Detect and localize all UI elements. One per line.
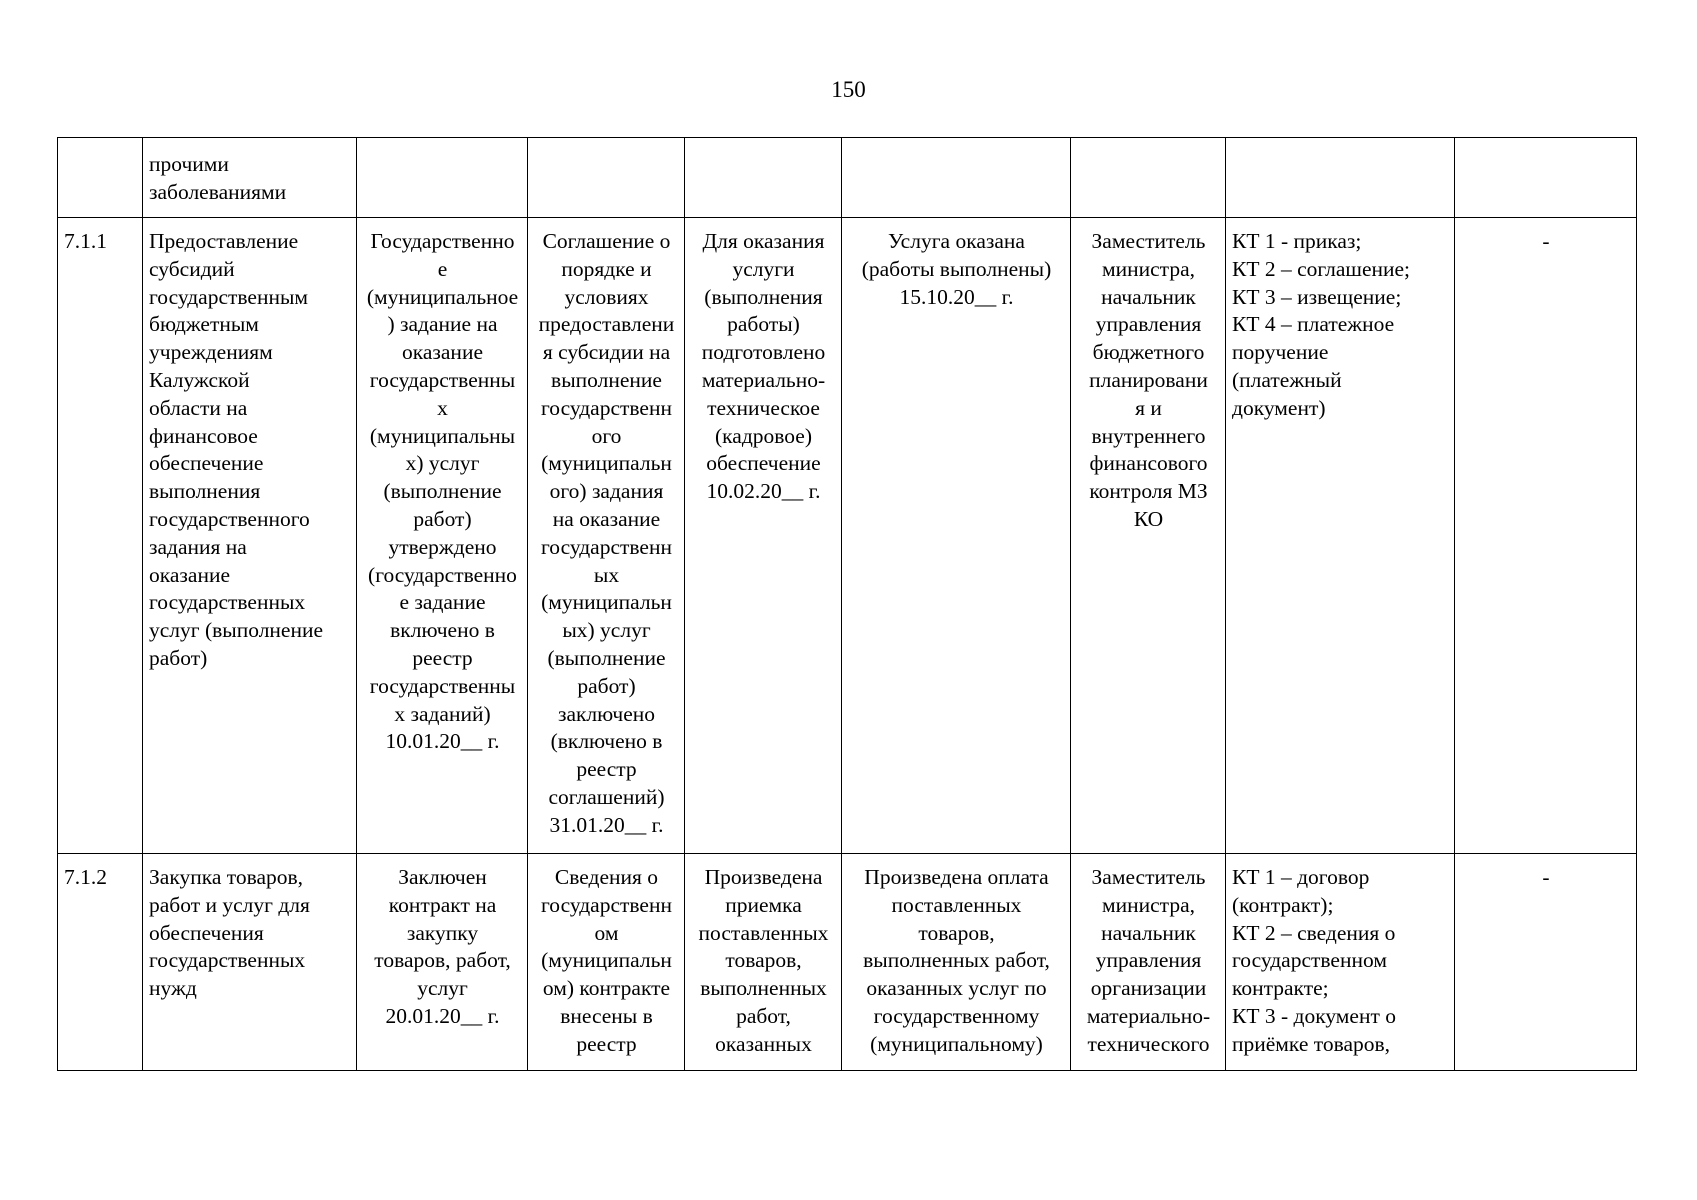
cell-text-line: выполненных <box>700 976 827 1001</box>
cell-text-line: оказание <box>149 562 231 587</box>
cell-text-line: (муниципальн <box>541 451 672 476</box>
cell-text-line: заключено <box>557 701 656 726</box>
cell-text-line: государственном <box>1232 948 1387 973</box>
cell-documents <box>1226 854 1455 1071</box>
cell-control-point-1 <box>357 138 528 218</box>
cell-text-line: утверждено <box>388 534 497 559</box>
cell-text-line: (муниципальному) <box>870 1031 1043 1056</box>
cell-text-line: государственному <box>873 1003 1040 1028</box>
cell-text-line: техническое <box>707 395 820 420</box>
cell-text-line: (платежный <box>1232 367 1342 392</box>
cell-text-line: поставленных <box>698 920 829 945</box>
cell-text-line: контракт на <box>388 892 497 917</box>
cell-text-line: я и <box>1135 395 1162 420</box>
cell-text-line: материально- <box>1086 1003 1211 1028</box>
cell-control-point-1 <box>357 854 528 1071</box>
cell-text-line: (муниципальн <box>541 948 672 973</box>
cell-text-line: внутреннего <box>1091 423 1206 448</box>
cell-control-point-2 <box>528 138 685 218</box>
cell-text-line: ого <box>591 423 622 448</box>
cell-text-line: документ) <box>1232 395 1326 420</box>
cell-text-line: КТ 1 – договор <box>1232 865 1370 889</box>
cell-control-point-2 <box>528 854 685 1071</box>
cell-text-line: подготовлено <box>701 340 826 365</box>
cell-event-name <box>143 854 357 1071</box>
cell-text-line: КТ 1 - приказ; <box>1232 229 1362 253</box>
cell-text-line: КО <box>1133 506 1164 531</box>
cell-text-line: я субсидии на <box>542 340 671 365</box>
cell-text-line: х заданий) <box>394 701 491 726</box>
table-row <box>58 854 1637 1071</box>
cell-text-line: внесены в <box>560 1003 653 1028</box>
cell-text-line: приемка <box>725 892 802 917</box>
cell-control-point-1 <box>357 218 528 854</box>
page-number: 150 <box>831 77 866 102</box>
cell-text-line: работ) <box>577 673 636 698</box>
cell-text-line: государственны <box>369 673 516 698</box>
cell-text-line: Государственно <box>370 229 515 253</box>
cell-text-line: е <box>437 256 448 281</box>
cell-text-line: заболеваниями <box>149 179 287 204</box>
cell-text-line: товаров, работ, <box>374 948 511 973</box>
cell-text-line: государственных <box>149 948 306 973</box>
cell-text-line: Заместитель <box>1091 865 1206 889</box>
cell-text-line: Произведена <box>704 865 823 889</box>
cell-text-line: х) услуг <box>405 451 480 476</box>
cell-text-line: (муниципальн <box>541 590 672 615</box>
cell-text-line: ом <box>594 920 619 945</box>
cell-text-line: планировани <box>1089 367 1208 392</box>
cell-event-name <box>143 138 357 218</box>
cell-text-line: КТ 3 - документ о <box>1232 1003 1396 1028</box>
cell-text-line: КТ 3 – извещение; <box>1232 284 1402 309</box>
cell-text-line: реестр <box>576 757 637 782</box>
cell-control-point-4 <box>842 218 1071 854</box>
cell-text-line: соглашений) <box>548 784 665 809</box>
cell-control-point-3 <box>685 138 842 218</box>
cell-text-line: 15.10.20__ г. <box>899 284 1014 309</box>
cell-text-line: Предоставление <box>149 229 299 253</box>
cell-text-line: (муниципальны <box>369 423 516 448</box>
cell-text-line: х <box>437 395 448 420</box>
cell-text-line: ых <box>593 562 620 587</box>
cell-note <box>1455 854 1637 1071</box>
cell-text-line: приёмке товаров, <box>1232 1031 1391 1056</box>
cell-text: 7.1.2 <box>64 865 107 889</box>
cell-text-line: работы) <box>727 312 800 337</box>
cell-text-line: контракте; <box>1232 976 1329 1001</box>
cell-text-line: обеспечения <box>149 920 264 945</box>
cell-text-line: ых) услуг <box>562 618 651 643</box>
cell-text-line: товаров, <box>725 948 802 973</box>
cell-text-line: государственн <box>541 395 672 420</box>
cell-number <box>58 854 143 1071</box>
cell-note <box>1455 218 1637 854</box>
cell-text-line: работ) <box>413 506 472 531</box>
cell-control-point-4 <box>842 854 1071 1071</box>
cell-text-line: области на <box>149 395 248 420</box>
cell-text-line: выполнение <box>551 367 662 392</box>
cell-text-line: государственн <box>541 534 672 559</box>
cell-text-line: государственным <box>149 284 309 309</box>
cell-responsible <box>1071 854 1226 1071</box>
cell-text-line: министра, <box>1102 892 1195 917</box>
cell-text-line: организации <box>1090 976 1207 1001</box>
cell-text-line: (контракт); <box>1232 892 1334 917</box>
cell-text-line: задания на <box>149 534 247 559</box>
cell-text-line: ом) контракте <box>542 976 671 1001</box>
cell-text-line: услуг <box>417 976 468 1001</box>
cell-text-line: 20.01.20__ г. <box>385 1003 500 1028</box>
cell-text-line: КТ 2 – сведения о <box>1232 920 1396 945</box>
cell-text-line: Заключен <box>398 865 487 889</box>
cell-text-line: нужд <box>149 976 197 1001</box>
cell-text-line: работ, <box>736 1003 791 1028</box>
cell-text-line: услуги <box>732 256 795 281</box>
cell-text-line: государственн <box>541 892 672 917</box>
cell-text-line: Заместитель <box>1091 229 1206 253</box>
cell-text-line: государственных <box>149 590 306 615</box>
cell-text: - <box>1542 865 1550 889</box>
cell-text-line: финансовое <box>149 423 258 448</box>
cell-text-line: ) задание на <box>387 312 498 337</box>
cell-text-line: поручение <box>1232 340 1329 365</box>
cell-text-line: Сведения о <box>554 865 659 889</box>
cell-text-line: технического <box>1087 1031 1210 1056</box>
cell-text-line: финансового <box>1089 451 1208 476</box>
cell-text-line: услуг (выполнение <box>149 618 324 643</box>
cell-text-line: учреждениям <box>149 340 273 365</box>
cell-text-line: управления <box>1095 312 1202 337</box>
cell-text-line: министра, <box>1102 256 1195 281</box>
cell-text-line: выполнения <box>149 479 261 504</box>
cell-text-line: 10.01.20__ г. <box>385 729 500 754</box>
cell-text-line: условиях <box>564 284 649 309</box>
cell-text-line: бюджетного <box>1092 340 1205 365</box>
cell-text-line: бюджетным <box>149 312 259 337</box>
cell-text-line: 31.01.20__ г. <box>549 812 664 837</box>
cell-text: - <box>1542 229 1550 253</box>
cell-note <box>1455 138 1637 218</box>
cell-text-line: КТ 4 – платежное <box>1232 312 1395 337</box>
cell-text-line: оказанных <box>715 1031 812 1056</box>
cell-text: 7.1.1 <box>64 229 107 253</box>
cell-text-line: (включено в <box>550 729 663 754</box>
cell-text-line: выполненных работ, <box>863 948 1050 973</box>
cell-text-line: реестр <box>576 1031 637 1056</box>
cell-text-line: оказание <box>401 340 483 365</box>
cell-text-line: начальник <box>1101 284 1196 309</box>
cell-text-line: работ) <box>149 645 208 670</box>
cell-text-line: государственного <box>149 506 310 531</box>
cell-text-line: (выполнение <box>547 645 666 670</box>
cell-text-line: е задание <box>399 590 486 615</box>
cell-text-line: Услуга оказана <box>888 229 1025 253</box>
cell-text-line: (выполнение <box>383 479 502 504</box>
cell-text-line: реестр <box>412 645 473 670</box>
cell-text-line: товаров, <box>918 920 995 945</box>
cell-text-line: работ и услуг для <box>149 892 310 917</box>
cell-documents <box>1226 138 1455 218</box>
table-row <box>58 138 1637 218</box>
cell-text-line: порядке и <box>561 256 652 281</box>
cell-text-line: (выполнения <box>704 284 823 309</box>
cell-text-line: (работы выполнены) <box>861 256 1052 281</box>
cell-text-line: прочими <box>149 152 229 176</box>
cell-text-line: ого) задания <box>549 479 664 504</box>
cell-text-line: обеспечение <box>706 451 821 476</box>
cell-text-line: поставленных <box>891 892 1022 917</box>
cell-text-line: (муниципальное <box>366 284 519 309</box>
cell-number <box>58 138 143 218</box>
cell-text-line: управления <box>1095 948 1202 973</box>
cell-text-line: государственны <box>369 367 516 392</box>
cell-text-line: материально- <box>701 367 826 392</box>
cell-text-line: включено в <box>390 618 495 643</box>
cell-responsible <box>1071 218 1226 854</box>
cell-text-line: оказанных услуг по <box>866 976 1047 1001</box>
cell-control-point-2 <box>528 218 685 854</box>
cell-text-line: Закупка товаров, <box>149 865 304 889</box>
cell-number <box>58 218 143 854</box>
cell-text-line: Произведена оплата <box>864 865 1049 889</box>
cell-control-point-3 <box>685 218 842 854</box>
cell-documents <box>1226 218 1455 854</box>
cell-text-line: Калужской <box>149 367 250 392</box>
cell-text-line: закупку <box>406 920 479 945</box>
cell-text-line: на оказание <box>552 506 661 531</box>
cell-text-line: контроля МЗ <box>1089 479 1208 504</box>
table-body <box>58 138 1637 1071</box>
cell-text-line: предоставлени <box>538 312 675 337</box>
cell-text-line: начальник <box>1101 920 1196 945</box>
cell-text-line: Для оказания <box>702 229 825 253</box>
cell-control-point-3 <box>685 854 842 1071</box>
cell-text-line: обеспечение <box>149 451 264 476</box>
cell-text-line: КТ 2 – соглашение; <box>1232 256 1411 281</box>
cell-text-line: 10.02.20__ г. <box>706 479 821 504</box>
cell-event-name <box>143 218 357 854</box>
document-table <box>57 137 1637 1071</box>
cell-control-point-4 <box>842 138 1071 218</box>
cell-text-line: (кадровое) <box>715 423 812 448</box>
cell-text-line: субсидий <box>149 256 235 281</box>
cell-text-line: Соглашение о <box>542 229 671 253</box>
cell-responsible <box>1071 138 1226 218</box>
table-row <box>58 218 1637 854</box>
cell-text-line: (государственно <box>368 562 517 587</box>
